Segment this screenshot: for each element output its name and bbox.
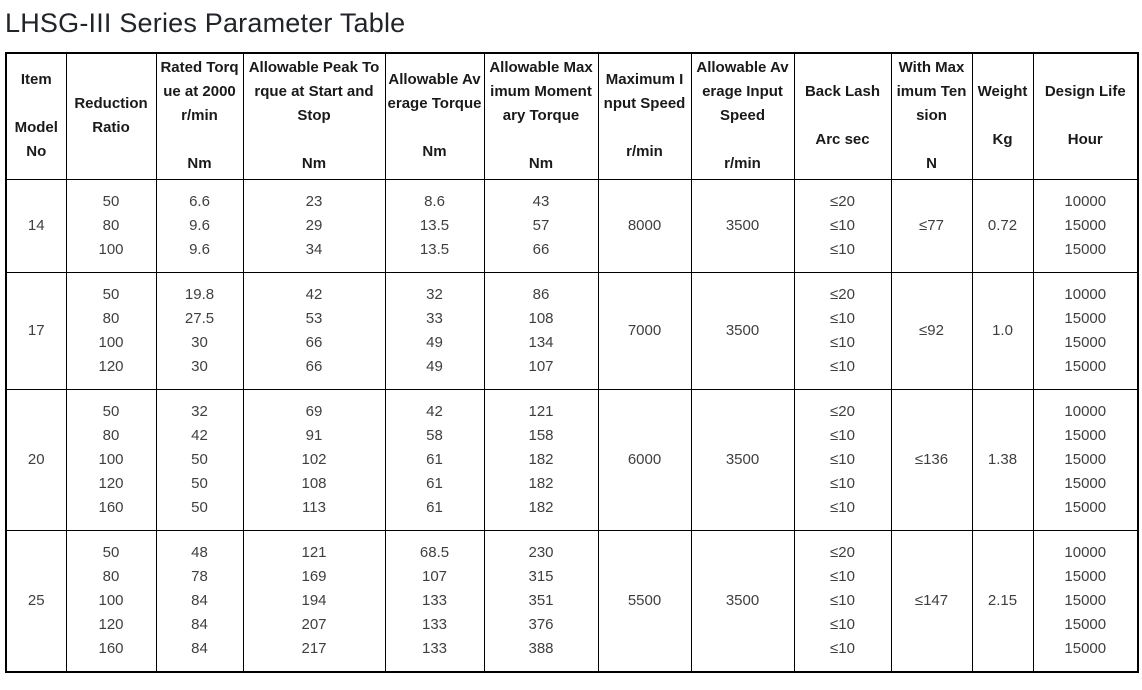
cell-max_input_speed: 5500: [598, 530, 691, 672]
header-rated_torque-line-4: Nm: [187, 155, 212, 173]
cell-avg_input_speed: 3500: [691, 389, 794, 530]
header-row: [6, 53, 1138, 179]
cell-avg_torque-m20-line-1: 58: [426, 426, 443, 444]
cell-rated_torque: [156, 179, 243, 272]
cell-rated_torque-m14-line-2: 9.6: [189, 240, 210, 258]
cell-rated_torque-m25-line-1: 78: [191, 567, 208, 585]
cell-ratios-m25-line-0: 50: [102, 543, 120, 561]
cell-avg_input_speed: 3500: [691, 272, 794, 389]
cell-momentary_torque: [484, 389, 598, 530]
cell-peak_torque-m25-line-0: 121: [301, 543, 327, 561]
header-avg_input_speed-line-0: Allowable Av: [696, 59, 789, 77]
header-peak_torque-line-3: [244, 128, 385, 152]
cell-ratios-m20-line-4: 160: [98, 498, 124, 516]
header-max_input_speed: [598, 53, 691, 179]
cell-peak_torque-m20-line-4: 113: [302, 498, 326, 516]
cell-design_life: [1033, 272, 1138, 389]
table-row-model-14: [6, 179, 1138, 272]
cell-rated_torque-m20-line-1: 42: [191, 426, 208, 444]
cell-design_life-m25-line-1: 15000: [1064, 567, 1107, 585]
cell-peak_torque: [243, 530, 385, 672]
header-momentary_torque-line-0: Allowable Max: [489, 59, 593, 77]
cell-design_life-m20-line-3: 15000: [1064, 474, 1107, 492]
cell-avg_torque: [385, 179, 484, 272]
header-avg_torque-line-1: erage Torque: [387, 95, 482, 113]
header-ratios-line-0: Reduction: [74, 95, 148, 113]
cell-avg_torque-m25-line-3: 133: [421, 615, 448, 633]
cell-design_life-m20-line-1: 15000: [1064, 426, 1107, 444]
cell-rated_torque-m20-line-0: 32: [191, 402, 208, 420]
cell-back_lash-m14-line-2: ≤10: [830, 240, 855, 258]
cell-ratios-m25-line-1: 80: [102, 567, 120, 585]
page-title: LHSG-III Series Parameter Table: [5, 8, 406, 38]
cell-rated_torque-m25-line-0: 48: [191, 543, 208, 561]
cell-momentary_torque-m20-line-3: 182: [528, 474, 554, 492]
cell-design_life-m25-line-4: 15000: [1064, 639, 1107, 657]
header-model-line-2: Model: [14, 119, 58, 137]
cell-design_life-m20-line-0: 10000: [1064, 402, 1107, 420]
cell-peak_torque-m17-line-0: 42: [305, 285, 323, 303]
cell-rated_torque-m20-line-4: 50: [191, 498, 208, 516]
cell-rated_torque-m25-line-4: 84: [191, 639, 208, 657]
cell-max_input_speed: 6000: [598, 389, 691, 530]
cell-peak_torque-m20-line-3: 108: [301, 474, 327, 492]
table-row-model-25: [6, 530, 1138, 672]
cell-avg_torque-m14-line-2: 13.5: [419, 240, 450, 258]
cell-peak_torque-m20-line-2: 102: [301, 450, 327, 468]
table-header: [6, 53, 1138, 179]
cell-rated_torque-m25-line-3: 84: [191, 615, 208, 633]
cell-avg_torque-m25-line-1: 107: [421, 567, 448, 585]
cell-design_life-m14-line-0: 10000: [1064, 192, 1107, 210]
cell-back_lash-m25-line-1: ≤10: [830, 567, 855, 585]
header-design_life-line-1: [1034, 104, 1138, 128]
table-row-model-20: [6, 389, 1138, 530]
header-rated_torque-line-3: [157, 128, 243, 152]
header-tension-line-4: N: [926, 155, 937, 173]
header-weight: [972, 53, 1033, 179]
cell-ratios-m14-line-1: 80: [102, 216, 120, 234]
cell-back_lash-m20-line-2: ≤10: [830, 450, 855, 468]
cell-avg_torque-m25-line-4: 133: [421, 639, 448, 657]
cell-avg_torque-m25-line-0: 68.5: [419, 543, 450, 561]
header-max_input_speed-line-1: nput Speed: [603, 95, 686, 113]
header-peak_torque-line-0: Allowable Peak To: [248, 59, 380, 77]
header-peak_torque: [243, 53, 385, 179]
cell-ratios-m20-line-0: 50: [102, 402, 120, 420]
cell-ratios-m17-line-0: 50: [102, 285, 120, 303]
cell-ratios: [66, 179, 156, 272]
header-weight-line-1: [973, 104, 1033, 128]
cell-back_lash-m20-line-1: ≤10: [830, 426, 855, 444]
cell-weight: 0.72: [972, 179, 1033, 272]
cell-peak_torque-m14-line-0: 23: [305, 192, 323, 210]
header-momentary_torque-line-3: [485, 128, 598, 152]
cell-rated_torque-m17-line-1: 27.5: [184, 309, 215, 327]
cell-back_lash: [794, 272, 891, 389]
cell-back_lash-m25-line-3: ≤10: [830, 615, 855, 633]
cell-design_life-m20-line-2: 15000: [1064, 450, 1107, 468]
cell-design_life-m14-line-1: 15000: [1064, 216, 1107, 234]
cell-weight: 2.15: [972, 530, 1033, 672]
cell-ratios: [66, 272, 156, 389]
cell-avg_torque-m20-line-4: 61: [426, 498, 443, 516]
cell-model: 14: [6, 179, 66, 272]
cell-avg_torque: [385, 272, 484, 389]
cell-momentary_torque-m20-line-2: 182: [528, 450, 554, 468]
header-peak_torque-line-2: Stop: [297, 107, 331, 125]
cell-model: 17: [6, 272, 66, 389]
cell-peak_torque-m20-line-1: 91: [305, 426, 323, 444]
cell-avg_torque-m17-line-0: 32: [426, 285, 443, 303]
header-rated_torque: [156, 53, 243, 179]
cell-design_life-m14-line-2: 15000: [1064, 240, 1107, 258]
cell-rated_torque: [156, 272, 243, 389]
cell-peak_torque-m14-line-2: 34: [305, 240, 323, 258]
cell-momentary_torque-m25-line-1: 315: [528, 567, 554, 585]
cell-design_life: [1033, 389, 1138, 530]
cell-avg_torque-m17-line-2: 49: [426, 333, 443, 351]
header-avg_input_speed-line-4: r/min: [724, 155, 761, 173]
cell-momentary_torque-m17-line-1: 108: [528, 309, 554, 327]
cell-peak_torque-m25-line-4: 217: [301, 639, 327, 657]
header-model-line-0: Item: [20, 71, 52, 89]
cell-back_lash: [794, 179, 891, 272]
header-ratios: [66, 53, 156, 179]
cell-ratios-m17-line-1: 80: [102, 309, 120, 327]
header-weight-line-0: Weight: [977, 83, 1028, 101]
cell-ratios-m25-line-3: 120: [98, 615, 124, 633]
cell-back_lash-m17-line-1: ≤10: [830, 309, 855, 327]
cell-avg_torque-m17-line-3: 49: [426, 357, 443, 375]
header-avg_input_speed-line-1: erage Input: [702, 83, 783, 101]
cell-back_lash-m17-line-2: ≤10: [830, 333, 855, 351]
header-peak_torque-line-4: Nm: [301, 155, 327, 173]
cell-avg_torque-m14-line-0: 8.6: [424, 192, 445, 210]
cell-rated_torque-m14-line-1: 9.6: [189, 216, 210, 234]
cell-ratios-m14-line-0: 50: [102, 192, 120, 210]
cell-momentary_torque-m17-line-0: 86: [532, 285, 550, 303]
cell-rated_torque: [156, 389, 243, 530]
cell-design_life-m25-line-0: 10000: [1064, 543, 1107, 561]
header-back_lash: [794, 53, 891, 179]
cell-avg_torque-m20-line-2: 61: [426, 450, 443, 468]
cell-avg_torque: [385, 389, 484, 530]
cell-rated_torque: [156, 530, 243, 672]
header-weight-line-2: Kg: [992, 131, 1013, 149]
header-design_life: [1033, 53, 1138, 179]
header-model-line-3: No: [26, 143, 47, 161]
cell-ratios-m20-line-3: 120: [98, 474, 124, 492]
cell-ratios-m25-line-2: 100: [98, 591, 124, 609]
header-max_input_speed-line-2: [599, 116, 691, 140]
header-rated_torque-line-0: Rated Torq: [160, 59, 239, 77]
header-ratios-line-1: Ratio: [92, 119, 130, 137]
header-avg_input_speed: [691, 53, 794, 179]
header-tension-line-2: sion: [916, 107, 947, 125]
cell-peak_torque: [243, 179, 385, 272]
cell-rated_torque-m14-line-0: 6.6: [189, 192, 210, 210]
cell-back_lash-m25-line-4: ≤10: [830, 639, 855, 657]
header-rated_torque-line-2: r/min: [181, 107, 218, 125]
cell-rated_torque-m17-line-3: 30: [191, 357, 208, 375]
header-tension-line-0: With Max: [898, 59, 965, 77]
cell-tension: ≤136: [891, 389, 972, 530]
header-model: [6, 53, 66, 179]
cell-rated_torque-m25-line-2: 84: [191, 591, 208, 609]
cell-tension: ≤77: [891, 179, 972, 272]
cell-momentary_torque-m17-line-2: 134: [528, 333, 554, 351]
header-back_lash-line-0: Back Lash: [804, 83, 881, 101]
header-back_lash-line-1: [795, 104, 891, 128]
header-design_life-line-2: Hour: [1067, 131, 1103, 149]
cell-peak_torque-m25-line-1: 169: [301, 567, 327, 585]
header-tension-line-3: [892, 128, 972, 152]
cell-model: 25: [6, 530, 66, 672]
cell-peak_torque: [243, 389, 385, 530]
cell-back_lash-m14-line-0: ≤20: [830, 192, 855, 210]
cell-avg_torque-m25-line-2: 133: [421, 591, 448, 609]
cell-max_input_speed: 8000: [598, 179, 691, 272]
cell-momentary_torque-m25-line-2: 351: [528, 591, 554, 609]
cell-avg_torque-m20-line-0: 42: [426, 402, 443, 420]
header-avg_torque-line-0: Allowable Av: [388, 71, 481, 89]
cell-back_lash-m14-line-1: ≤10: [830, 216, 855, 234]
cell-momentary_torque: [484, 530, 598, 672]
cell-design_life-m17-line-0: 10000: [1064, 285, 1107, 303]
cell-peak_torque: [243, 272, 385, 389]
header-avg_input_speed-line-2: Speed: [719, 107, 765, 125]
cell-peak_torque-m20-line-0: 69: [305, 402, 323, 420]
cell-peak_torque-m14-line-1: 29: [305, 216, 323, 234]
cell-back_lash: [794, 530, 891, 672]
header-max_input_speed-line-0: Maximum I: [605, 71, 684, 89]
cell-momentary_torque-m14-line-2: 66: [532, 240, 550, 258]
cell-weight: 1.38: [972, 389, 1033, 530]
cell-rated_torque-m20-line-3: 50: [191, 474, 208, 492]
cell-ratios-m20-line-2: 100: [98, 450, 124, 468]
parameter-table: [5, 52, 1139, 673]
cell-design_life-m17-line-1: 15000: [1064, 309, 1107, 327]
cell-ratios-m20-line-1: 80: [102, 426, 120, 444]
cell-peak_torque-m17-line-1: 53: [305, 309, 323, 327]
table-row-model-17: [6, 272, 1138, 389]
cell-avg_torque: [385, 530, 484, 672]
header-tension-line-1: imum Ten: [896, 83, 967, 101]
cell-momentary_torque-m20-line-1: 158: [528, 426, 554, 444]
cell-back_lash-m17-line-3: ≤10: [830, 357, 855, 375]
cell-avg_input_speed: 3500: [691, 179, 794, 272]
cell-momentary_torque-m25-line-4: 388: [528, 639, 554, 657]
cell-momentary_torque-m20-line-4: 182: [528, 498, 554, 516]
cell-ratios-m14-line-2: 100: [98, 240, 124, 258]
header-avg_torque: [385, 53, 484, 179]
cell-rated_torque-m17-line-0: 19.8: [184, 285, 215, 303]
cell-back_lash-m20-line-4: ≤10: [830, 498, 855, 516]
cell-back_lash-m25-line-0: ≤20: [830, 543, 855, 561]
header-momentary_torque-line-2: ary Torque: [502, 107, 580, 125]
header-back_lash-line-2: Arc sec: [815, 131, 870, 149]
cell-avg_torque-m17-line-1: 33: [426, 309, 443, 327]
header-model-line-1: [7, 92, 66, 116]
cell-peak_torque-m17-line-2: 66: [305, 333, 323, 351]
cell-ratios-m25-line-4: 160: [98, 639, 124, 657]
cell-max_input_speed: 7000: [598, 272, 691, 389]
cell-avg_input_speed: 3500: [691, 530, 794, 672]
cell-momentary_torque: [484, 179, 598, 272]
header-avg_torque-line-3: Nm: [422, 143, 447, 161]
cell-model: 20: [6, 389, 66, 530]
cell-peak_torque-m25-line-3: 207: [301, 615, 327, 633]
cell-momentary_torque-m25-line-0: 230: [528, 543, 554, 561]
header-max_input_speed-line-3: r/min: [626, 143, 663, 161]
cell-design_life: [1033, 530, 1138, 672]
cell-design_life-m17-line-3: 15000: [1064, 357, 1107, 375]
cell-momentary_torque-m20-line-0: 121: [528, 402, 554, 420]
header-tension: [891, 53, 972, 179]
cell-momentary_torque-m17-line-3: 107: [528, 357, 554, 375]
cell-ratios: [66, 530, 156, 672]
cell-momentary_torque-m14-line-1: 57: [532, 216, 550, 234]
header-momentary_torque-line-4: Nm: [528, 155, 554, 173]
header-peak_torque-line-1: rque at Start and: [254, 83, 374, 101]
cell-momentary_torque-m14-line-0: 43: [532, 192, 550, 210]
cell-back_lash-m25-line-2: ≤10: [830, 591, 855, 609]
cell-rated_torque-m17-line-2: 30: [191, 333, 208, 351]
cell-avg_torque-m14-line-1: 13.5: [419, 216, 450, 234]
cell-ratios: [66, 389, 156, 530]
cell-weight: 1.0: [972, 272, 1033, 389]
cell-design_life-m17-line-2: 15000: [1064, 333, 1107, 351]
header-rated_torque-line-1: ue at 2000: [163, 83, 236, 101]
header-avg_torque-line-2: [386, 116, 484, 140]
header-avg_input_speed-line-3: [692, 128, 794, 152]
cell-back_lash: [794, 389, 891, 530]
cell-back_lash-m17-line-0: ≤20: [830, 285, 855, 303]
cell-tension: ≤92: [891, 272, 972, 389]
cell-ratios-m17-line-3: 120: [98, 357, 124, 375]
cell-back_lash-m20-line-0: ≤20: [830, 402, 855, 420]
cell-avg_torque-m20-line-3: 61: [426, 474, 443, 492]
cell-momentary_torque: [484, 272, 598, 389]
cell-peak_torque-m25-line-2: 194: [301, 591, 327, 609]
cell-rated_torque-m20-line-2: 50: [191, 450, 208, 468]
cell-design_life-m20-line-4: 15000: [1064, 498, 1107, 516]
cell-peak_torque-m17-line-3: 66: [305, 357, 323, 375]
table-body: [6, 179, 1138, 672]
header-design_life-line-0: Design Life: [1044, 83, 1126, 101]
header-momentary_torque: [484, 53, 598, 179]
cell-ratios-m17-line-2: 100: [98, 333, 124, 351]
cell-design_life-m25-line-2: 15000: [1064, 591, 1107, 609]
header-momentary_torque-line-1: imum Moment: [490, 83, 592, 101]
cell-design_life-m25-line-3: 15000: [1064, 615, 1107, 633]
cell-back_lash-m20-line-3: ≤10: [830, 474, 855, 492]
cell-momentary_torque-m25-line-3: 376: [528, 615, 554, 633]
cell-design_life: [1033, 179, 1138, 272]
cell-tension: ≤147: [891, 530, 972, 672]
